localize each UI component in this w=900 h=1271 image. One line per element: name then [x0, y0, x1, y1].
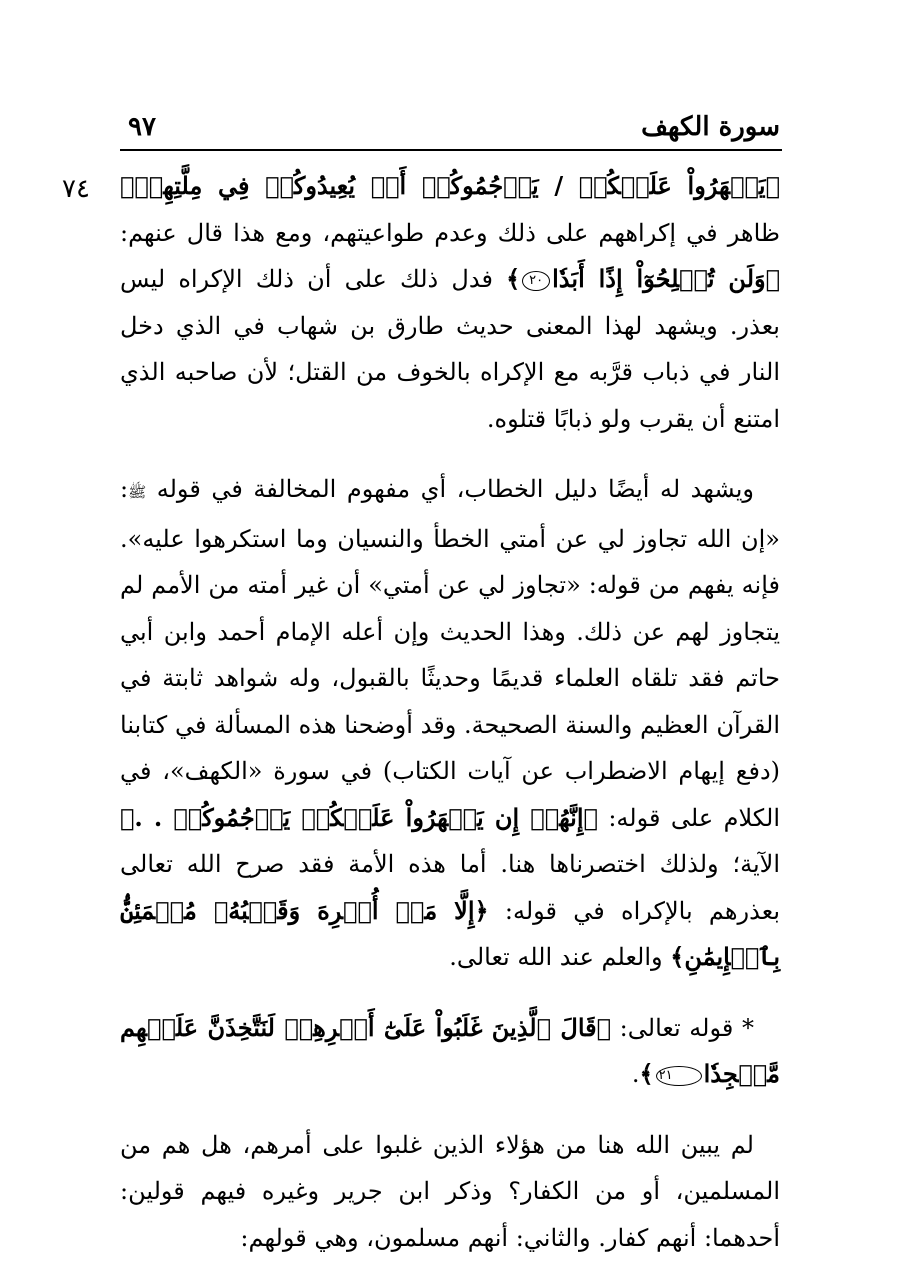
- text-span: : «إن الله تجاوز لي عن أمتي الخطأ والنسيان وما استكرهوا عليه». فإنه يفهم من قوله: «تجاوز لي عن أمتي» أن غير أمته من الأمم لم يتجاوز لهم عن ذلك. وهذا الحديث وإن أعله الإمام أحمد وابن أبي حاتم فقد تلقاه العلماء قديمًا وحديثًا بالقبول، وله شواهد ثابتة في القرآن العظيم والسنة الصحيحة. وقد أوضحنا هذه المسألة في كتابنا (دفع إيهام الاضطراب عن آيات الكتاب) في سورة «الكهف»، في الكلام على قوله:: [120, 475, 781, 832]
- ayah-number-marker: ٢٠: [522, 271, 550, 291]
- quran-quote-end: ﴾: [639, 1059, 654, 1088]
- text-span: والعلم عند الله تعالى.: [449, 943, 671, 971]
- text-span: فدل ذلك على أن ذلك الإكراه ليس بعذر. ويشهد لهذا المعنى حديث طارق بن شهاب في الذي دخل النار في ذباب قرَّبه مع الإكراه بالخوف من القتل؛ لأن صاحبه الذي امتنع أن يقرب ولو ذبابًا قتلوه.: [120, 265, 780, 433]
- paragraph-2: [120, 466, 780, 981]
- salawat-glyph: ﷺ: [128, 483, 147, 501]
- quran-quote: ﴿وَلَن تُفۡلِحُوٓاْ إِذًا أَبَدٗا: [552, 264, 781, 293]
- quran-quote-end: ﴾: [506, 264, 521, 293]
- header-divider: [120, 149, 782, 151]
- paragraph-1: [120, 163, 780, 442]
- text-span: قوله تعالى:: [611, 1013, 734, 1042]
- quran-quote: ﴿إِنَّهُمۡ إِن يَظۡهَرُواْ عَلَيۡكُمۡ يَرۡجُمُوكُمۡ . .﴾: [120, 802, 598, 832]
- quran-quote: ﴿قَالَ ٱلَّذِينَ غَلَبُواْ عَلَىٰٓ أَمۡرِهِمۡ لَنَتَّخِذَنَّ عَلَيۡهِم مَّسۡجِدٗا: [120, 1012, 780, 1088]
- star-marker: *: [733, 1013, 754, 1042]
- text-span: .: [631, 1060, 640, 1088]
- paragraph-3: [120, 1005, 780, 1098]
- quran-quote: ﴿يَظۡهَرُواْ عَلَيۡكُمۡ / يَرۡجُمُوكُمۡ أَوۡ يُعِيدُوكُمۡ فِي مِلَّتِهِمۡ﴾: [120, 171, 780, 200]
- paragraph-4: [120, 1122, 780, 1262]
- surah-title: سورة الكهف: [641, 112, 780, 142]
- page-header: [120, 108, 780, 148]
- text-span: ويشهد له أيضًا دليل الخطاب، أي مفهوم المخالفة في قوله: [146, 475, 754, 503]
- text-span: ظاهر في إكراههم على ذلك وعدم طواعيتهم، ومع هذا قال عنهم:: [120, 218, 780, 247]
- quran-quote: ﴿إِلَّا مَنۡ أُكۡرِهَ وَقَلۡبُهُۥ مُطۡمَئِنُّۢ بِٱلۡإِيمَٰنِ﴾: [120, 895, 780, 971]
- text-span: لم يبين الله هنا من هؤلاء الذين غلبوا على أمرهم، هل هم من المسلمين، أو من الكفار؟ وذكر ابن جرير وغيره فيهم قولين: أحدهما: أنهم كفار. والثاني: أنهم مسلمون، وهي قولهم:: [120, 1130, 780, 1252]
- margin-verse-number: ٧٤: [62, 174, 90, 204]
- ayah-number-marker: ٢١: [656, 1066, 702, 1086]
- text-span: الآية؛ ولذلك اختصرناها هنا. أما هذه الأمة فقد صرح الله تعالى بعذرهم بالإكراه في قوله:: [120, 850, 780, 925]
- body-text: [120, 163, 780, 1261]
- page-number: ٩٧: [128, 112, 156, 142]
